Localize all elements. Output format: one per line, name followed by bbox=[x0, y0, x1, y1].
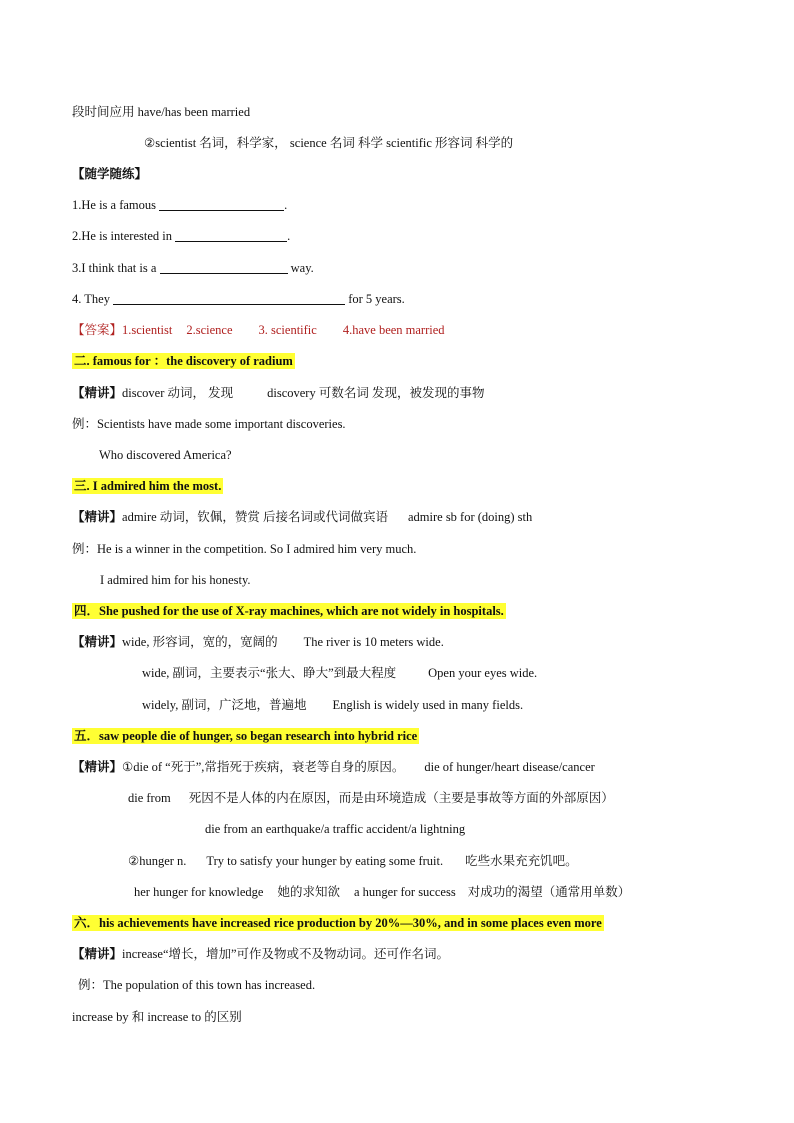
explanation-text: increase“增长，增加”可作及物或不及物动词。还可作名词。 bbox=[122, 947, 450, 961]
answer-blank[interactable] bbox=[113, 292, 345, 305]
explanation-line bbox=[128, 790, 614, 806]
text-line: increase by 和 increase to 的区别 bbox=[72, 1010, 242, 1024]
explanation-line: die from an earthquake/a traffic accident/a lightning bbox=[205, 822, 466, 836]
text-line: ②scientist 名词，科学家， science 名词 科学 scientific 形容词 科学的 bbox=[144, 136, 514, 150]
explanation-text: English is widely used in many fields. bbox=[332, 698, 524, 712]
text-line: 段时间应用 have/has been married bbox=[72, 105, 251, 119]
answer-blank[interactable] bbox=[159, 198, 284, 211]
explanation-text: admire sb for (doing) sth bbox=[407, 510, 533, 524]
section-heading bbox=[72, 728, 419, 744]
answer-line bbox=[72, 322, 445, 338]
answer-item: 2.science bbox=[186, 323, 233, 337]
explanation-line bbox=[142, 665, 537, 681]
question-text: . bbox=[284, 198, 288, 212]
answer-label: 【答案】 bbox=[72, 323, 123, 337]
answer-item: 3. scientific bbox=[258, 323, 317, 337]
question-3 bbox=[72, 260, 314, 276]
section-heading bbox=[72, 353, 295, 369]
example-line: 例：Scientists have made some important discoveries. bbox=[72, 417, 346, 431]
explanation-text: discovery 可数名词 发现，被发现的事物 bbox=[267, 386, 485, 400]
question-text: 3.I think that is a bbox=[72, 261, 160, 275]
explanation-label: 【精讲】 bbox=[72, 635, 123, 649]
example-line: I admired him for his honesty. bbox=[100, 573, 251, 587]
explanation-text: widely, 副词，广泛地，普遍地 bbox=[142, 698, 307, 712]
explanation-line bbox=[72, 634, 444, 650]
answer-blank[interactable] bbox=[160, 261, 288, 274]
question-text: 4. They bbox=[72, 292, 114, 306]
explanation-text: admire 动词，钦佩，赞赏 后接名词或代词做宾语 bbox=[122, 510, 388, 524]
question-text: 1.He is a famous bbox=[72, 198, 160, 212]
question-text: 2.He is interested in bbox=[72, 229, 176, 243]
explanation-text: The river is 10 meters wide. bbox=[303, 635, 444, 649]
explanation-line bbox=[128, 853, 578, 869]
question-text: way. bbox=[287, 261, 314, 275]
section-heading bbox=[72, 603, 506, 619]
question-2 bbox=[72, 228, 290, 244]
explanation-text: 吃些水果充充饥吧。 bbox=[465, 854, 578, 868]
example-line: 例：The population of this town has increased. bbox=[78, 978, 316, 992]
explanation-text: Open your eyes wide. bbox=[428, 666, 538, 680]
explanation-line bbox=[72, 759, 595, 775]
section-3-title: 三. I admired him the most. bbox=[74, 479, 222, 493]
explanation-label: 【精讲】 bbox=[72, 947, 123, 961]
explanation-text: her hunger for knowledge bbox=[134, 885, 264, 899]
question-4 bbox=[72, 291, 405, 307]
section-5-title: 五．saw people die of hunger, so began research into hybrid rice bbox=[74, 729, 418, 743]
section-heading bbox=[72, 478, 223, 494]
explanation-line bbox=[142, 697, 523, 713]
section-heading bbox=[72, 915, 604, 931]
explanation-text: wide, 副词，主要表示“张大、睁大”到最大程度 bbox=[142, 666, 397, 680]
example-line: Who discovered America? bbox=[99, 448, 232, 462]
explanation-text: ①die of “死于”,常指死于疾病，衰老等自身的原因。 bbox=[122, 760, 405, 774]
practice-header: 【随学随练】 bbox=[72, 167, 148, 181]
section-2-title: 二. famous for ：the discovery of radium bbox=[74, 354, 293, 368]
explanation-text: 对成功的渴望（通常用单数） bbox=[467, 885, 631, 899]
answer-blank[interactable] bbox=[175, 229, 287, 242]
explanation-line bbox=[134, 884, 630, 900]
explanation-label: 【精讲】 bbox=[72, 510, 123, 524]
explanation-label: 【精讲】 bbox=[72, 760, 123, 774]
question-1 bbox=[72, 197, 287, 213]
explanation-text: 她的求知欲 bbox=[277, 885, 340, 899]
question-text: . bbox=[287, 229, 291, 243]
explanation-text: die from bbox=[128, 791, 171, 805]
explanation-text: die of hunger/heart disease/cancer bbox=[424, 760, 595, 774]
answer-item: 4.have been married bbox=[342, 323, 445, 337]
explanation-line bbox=[72, 946, 449, 962]
explanation-line bbox=[72, 385, 484, 401]
section-6-title: 六．his achievements have increased rice production by 20%—30%, and in some places even more bbox=[74, 916, 602, 930]
answer-item: 1.scientist bbox=[122, 323, 173, 337]
explanation-text: a hunger for success bbox=[353, 885, 456, 899]
explanation-text: discover 动词， 发现 bbox=[122, 386, 234, 400]
question-text: for 5 years. bbox=[345, 292, 405, 306]
explanation-line bbox=[72, 509, 532, 525]
explanation-text: Try to satisfy your hunger by eating some fruit. bbox=[206, 854, 444, 868]
explanation-text: ②hunger n. bbox=[128, 854, 187, 868]
explanation-text: 死因不是人体的内在原因，而是由环境造成（主要是事故等方面的外部原因） bbox=[188, 791, 614, 805]
section-4-title: 四．She pushed for the use of X-ray machines, which are not widely in hospitals. bbox=[74, 604, 504, 618]
explanation-text: wide, 形容词，宽的，宽阔的 bbox=[122, 635, 278, 649]
explanation-label: 【精讲】 bbox=[72, 386, 123, 400]
example-line: 例：He is a winner in the competition. So I admired him very much. bbox=[72, 542, 417, 556]
